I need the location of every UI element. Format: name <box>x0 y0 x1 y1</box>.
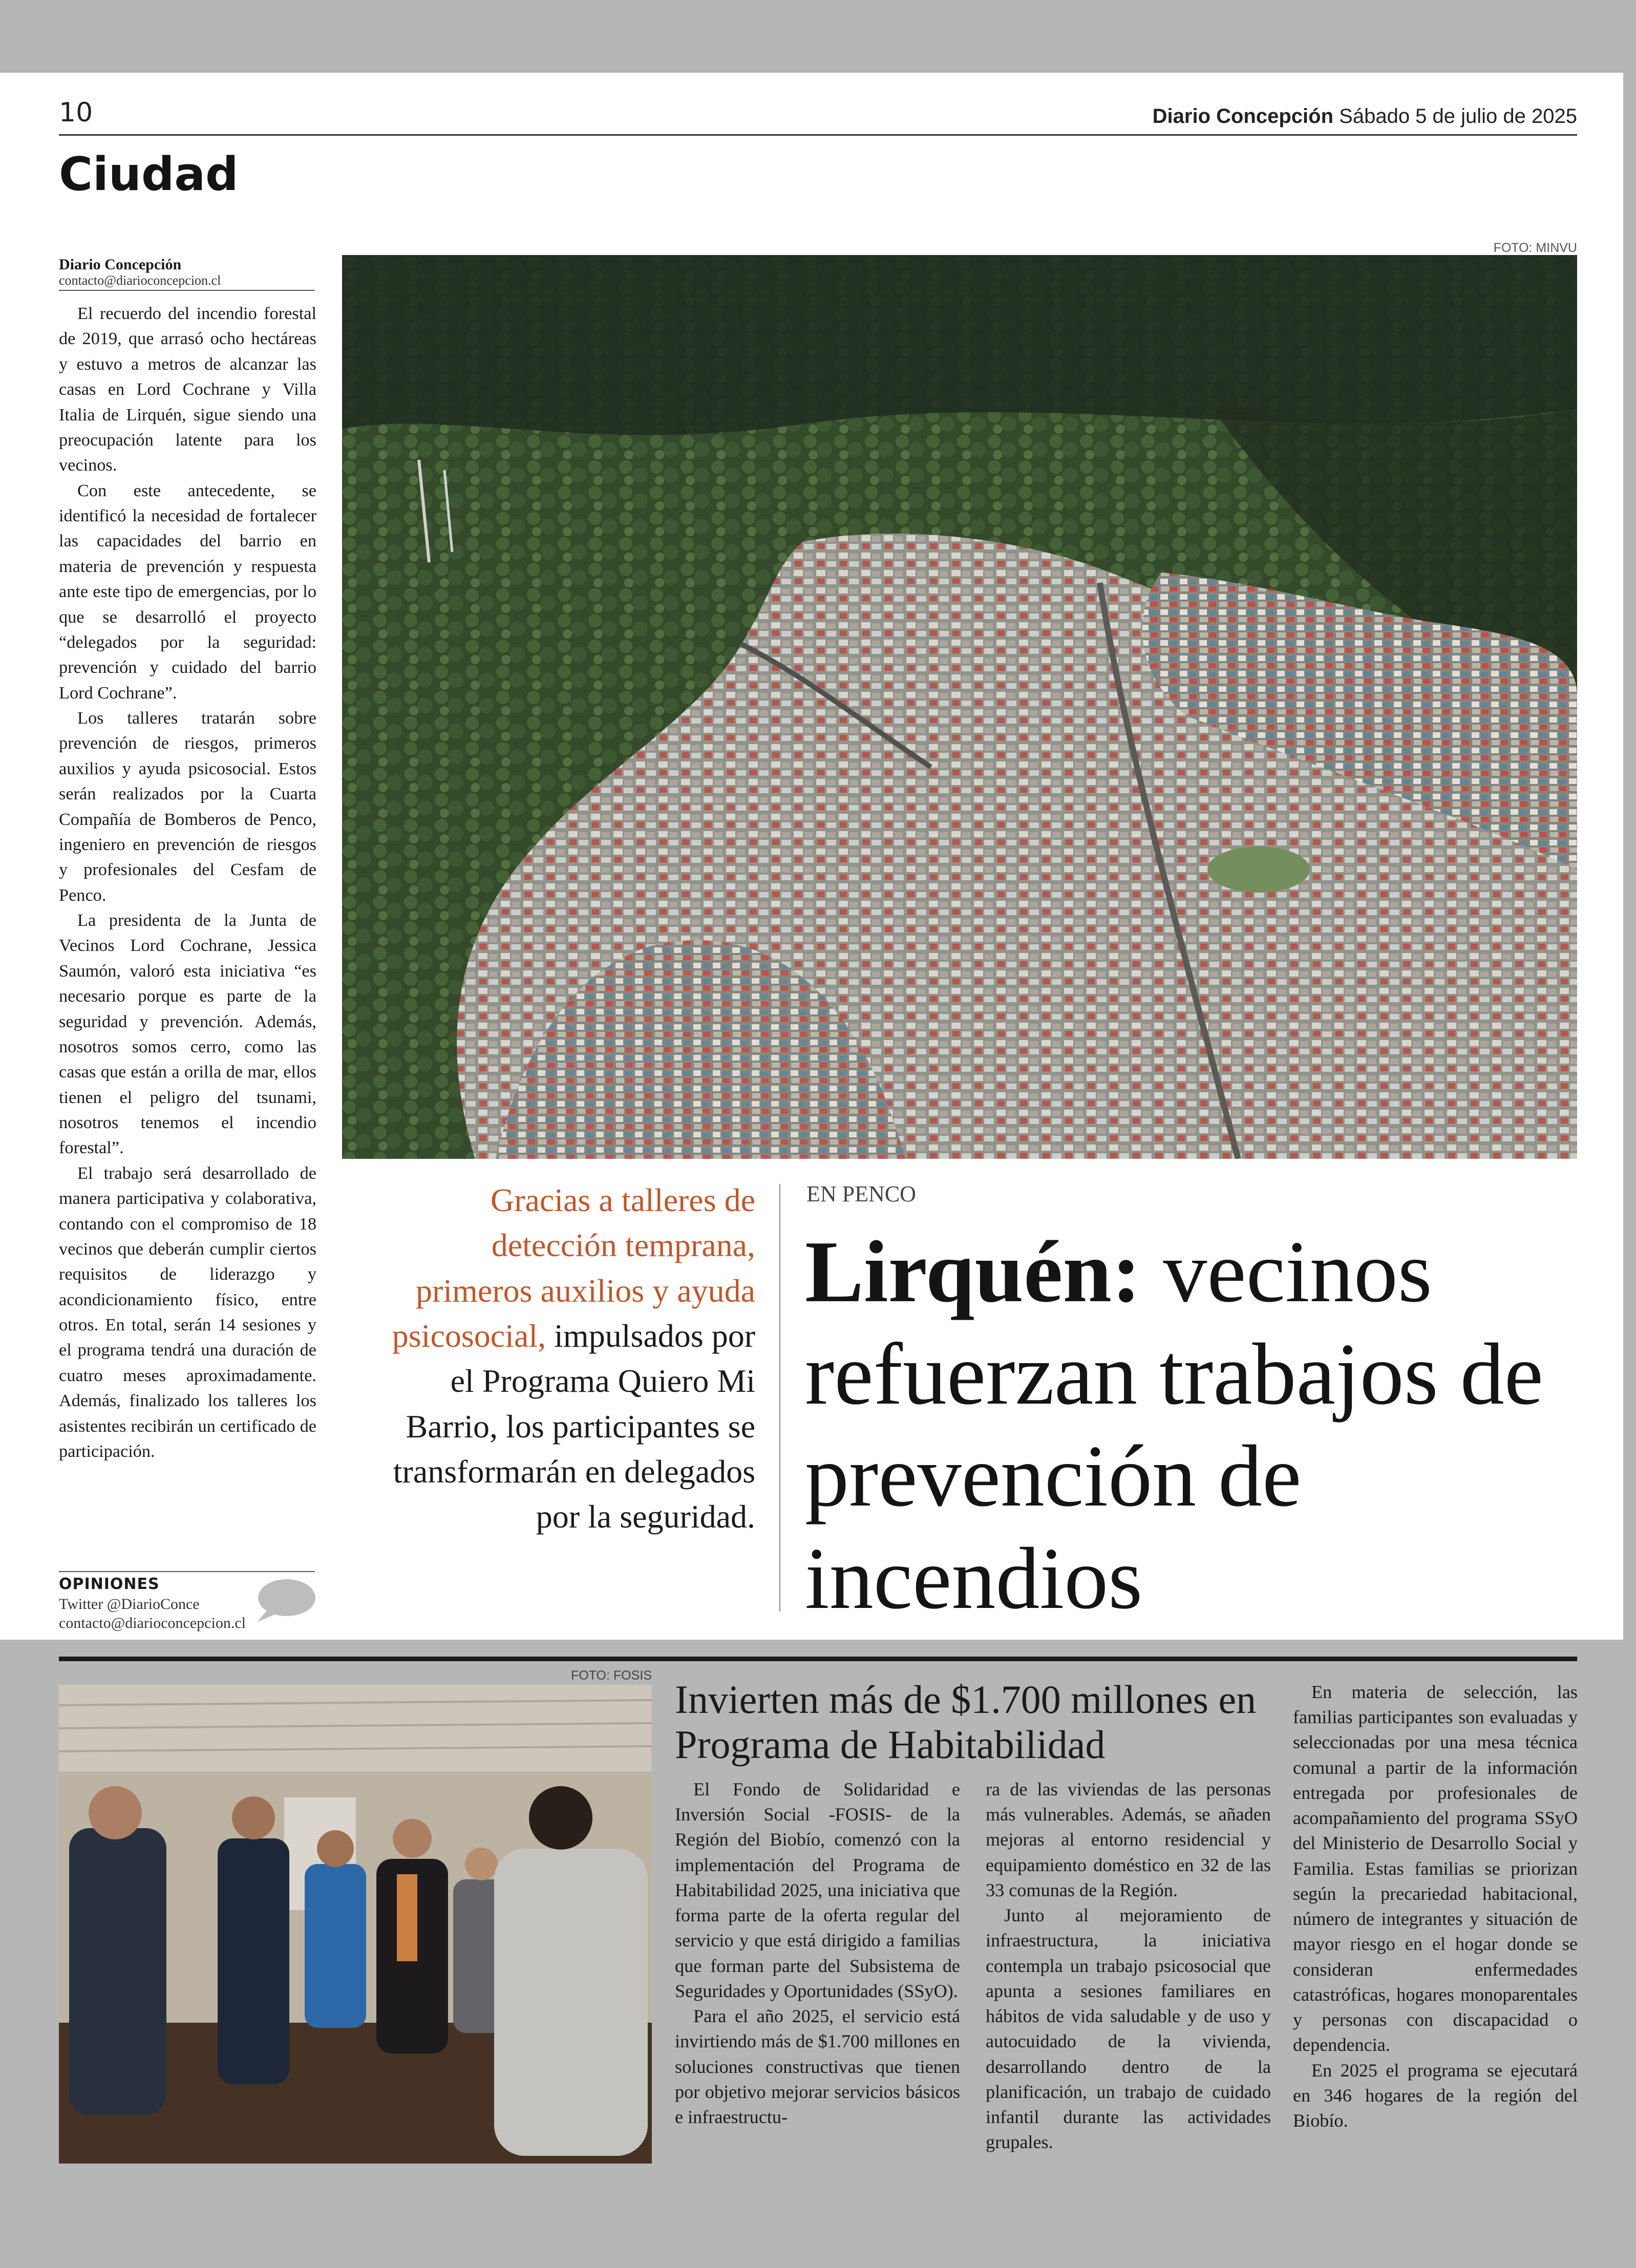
masthead <box>1153 105 1577 128</box>
deck-text: impulsados por el Programa Quiero Mi Barrio, los participantes se transformarán en delegados por la seguridad. <box>393 1317 755 1535</box>
byline-email: contacto@diarioconcepcion.cl <box>59 273 221 288</box>
paragraph: La presidenta de la Junta de Vecinos Lord Cochrane, Jessica Saumón, valoró esta iniciativa “es necesario porque es parte de la seguridad y prevención. Además, nosotros somos cerro, como las casas que están a orilla de mar, ellos tienen el peligro del tsunami, nosotros tenemos el incendio forestal”. <box>59 910 316 1158</box>
second-article-column-1 <box>675 1777 960 2130</box>
page-number: 10 <box>59 97 93 128</box>
header-rule <box>59 134 1577 136</box>
group-visit-photo <box>59 1685 652 2164</box>
issue-date: Sábado 5 de julio de 2025 <box>1339 105 1577 128</box>
article-deck <box>369 1178 755 1540</box>
photo-credit: FOTO: MINVU <box>1493 241 1577 255</box>
headline-text: vecinos refuerzan trabajos de prevención de incendios <box>805 1223 1544 1627</box>
paragraph: Para el año 2025, el servicio está invirtiendo más de $1.700 millones en soluciones constructivas que tienen por objetivo mejorar servicios básicos e infraestructu- <box>675 2006 960 2128</box>
newspaper-name: Diario Concepción <box>1152 105 1334 128</box>
headline-bold: Lirquén: <box>805 1223 1141 1321</box>
byline-name: Diario Concepción <box>59 256 182 273</box>
byline-rule <box>59 290 315 291</box>
second-headline: Invierten más de $1.700 millones en Programa de Habitabilidad <box>675 1677 1257 1767</box>
paragraph: Los talleres tratarán sobre prevención de riesgos, primeros auxilios y ayuda psicosocial. Estos serán realizados por la Cuarta Compañía de Bomberos de Penco, ingeniero en prevención de riesgos y profesionales del Cesfam de Penco. <box>59 708 316 905</box>
article-headline <box>805 1221 1583 1630</box>
section-title: Ciudad <box>59 147 239 201</box>
opinions-title: OPINIONES <box>59 1575 160 1593</box>
paragraph: El recuerdo del incendio forestal de 2019, que arrasó ocho hectáreas y estuvo a metros de alcanzar las casas en Lord Cochrane y Villa Italia de Lirquén, sigue siendo una preocupación latente para los vecinos. <box>59 304 316 475</box>
opinions-twitter: Twitter @DiarioConce <box>59 1596 200 1613</box>
second-article-column-2 <box>986 1777 1271 2155</box>
paragraph: En 2025 el programa se ejecutará en 346 hogares de la región del Biobío. <box>1293 2060 1578 2131</box>
article-body-column <box>59 301 316 1464</box>
opinions-rule <box>59 1571 315 1572</box>
second-article-column-3 <box>1293 1680 1578 2133</box>
aerial-neighborhood-photo <box>342 255 1577 1159</box>
paragraph: El Fondo de Solidaridad e Inversión Social -FOSIS- de la Región del Biobío, comenzó con la implementación del Programa de Habitabilidad 2025, una iniciativa que forma parte de la oferta regular del servicio y que está dirigido a familias que forman parte del Subsistema de Seguridades y Oportunidades (SSyO). <box>675 1779 960 2001</box>
article-kicker: EN PENCO <box>806 1181 916 1206</box>
paragraph: Junto al mejoramiento de infraestructura, la iniciativa contempla un trabajo psicosocial que apunta a sesiones familiares en hábitos de vida saludable y de uso y autocuidado de la vivienda, desarrollando dentro de la planificación, un trabajo de cuidado infantil durante las actividades grupales. <box>986 1905 1271 2153</box>
paragraph: Con este antecedente, se identificó la necesidad de fortalecer las capacidades del barrio en materia de prevención y respuesta ante este tipo de emergencias, por lo que se desarrolló el proyecto “delegados por la seguridad: prevención y cuidado del barrio Lord Cochrane”. <box>59 480 316 703</box>
paragraph: ra de las viviendas de las personas más vulnerables. Además, se añaden mejoras al entorno residencial y equipamiento doméstico en 32 de las 33 comunas de la Región. <box>986 1779 1271 1900</box>
column-divider <box>779 1184 780 1612</box>
paragraph: El trabajo será desarrollado de manera participativa y colaborativa, contando con el compromiso de 18 vecinos que deberán cumplir ciertos requisitos de liderazgo y acondicionamiento físico, entre otros. En total, serán 14 sesiones y el programa tendrá una duración de cuatro meses aproximadamente. Además, finalizado los talleres los asistentes recibirán un certificado de participación. <box>59 1163 316 1461</box>
opinions-email: contacto@diarioconcepcion.cl <box>59 1615 246 1631</box>
photo-credit: FOTO: FOSIS <box>571 1668 652 1683</box>
paragraph: En materia de selección, las familias participantes son evaluadas y seleccionadas por una mesa técnica comunal a partir de la información entregada por profesionales de acompañamiento del programa SSyO del Ministerio de Desarrollo Social y Familia. Estas familias se priorizan según la precariedad habitacional, número de integrantes y situación de mayor riesgo en el hogar donde se consideran enfermedades catastróficas, hogares monoparentales y personas con discapacidad o dependencia. <box>1293 1682 1578 2055</box>
section-divider-rule <box>59 1657 1577 1661</box>
deck-highlight: Gracias a talleres de detección temprana, primeros auxilios y ayuda psicosocial, <box>392 1182 755 1354</box>
speech-bubble-icon <box>252 1577 316 1623</box>
